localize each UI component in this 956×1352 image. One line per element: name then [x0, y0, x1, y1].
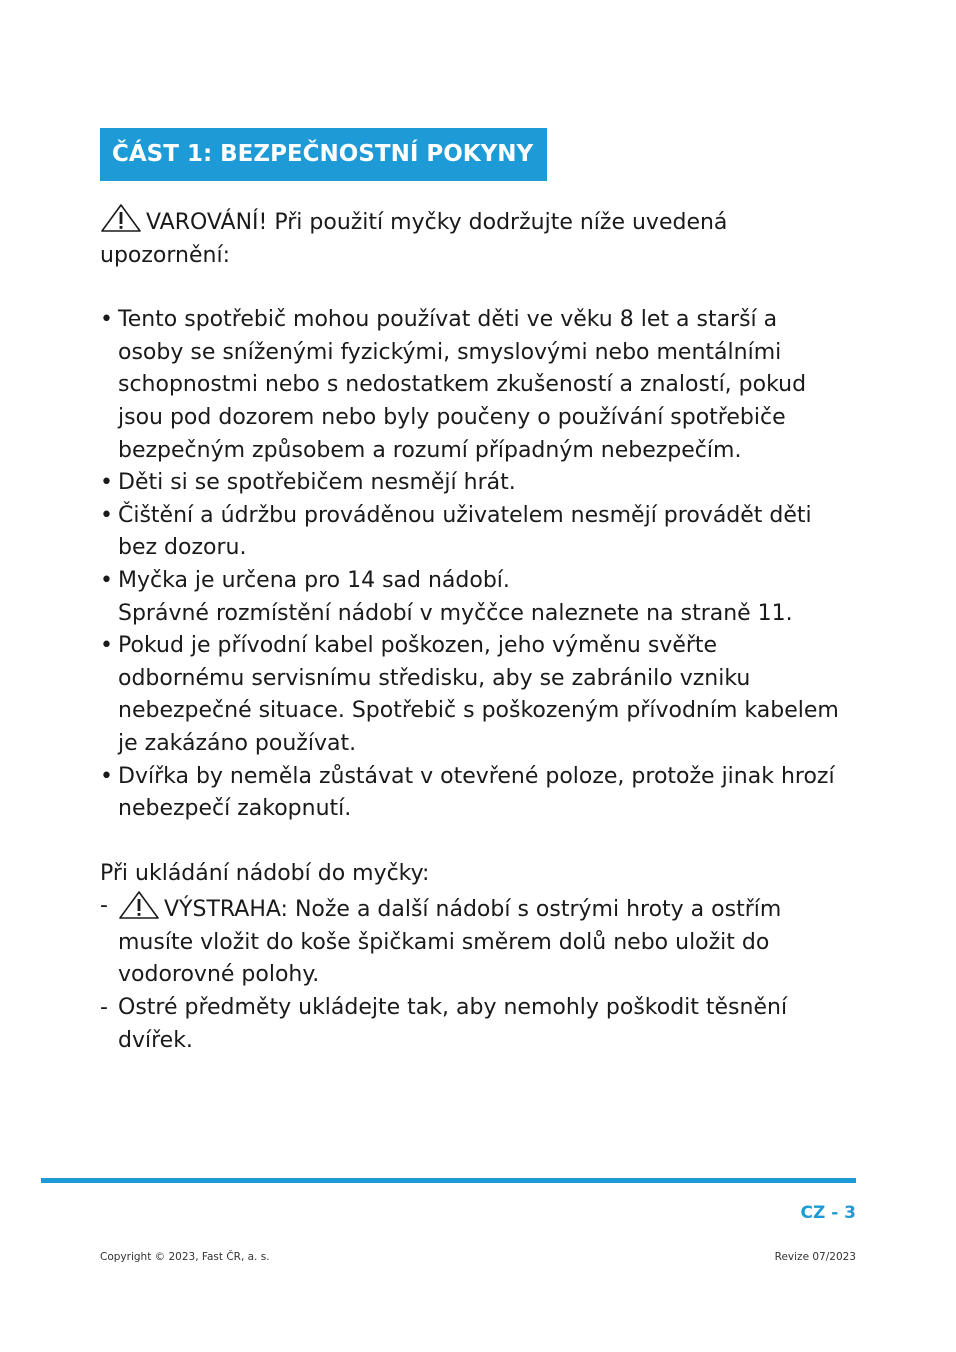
bullet-item — [100, 500, 870, 565]
loading-heading: Při ukládání nádobí do myčky: — [100, 860, 430, 886]
document-body — [100, 203, 870, 1057]
dash-line: vodorovné polohy. — [118, 962, 320, 988]
dash-line: dvířek. — [118, 1027, 193, 1053]
copyright-notice: Copyright © 2023, Fast ČR, a. s. — [100, 1251, 270, 1263]
dash-marker: - — [100, 893, 108, 919]
bullet-marker: • — [100, 502, 113, 528]
loading-dash-list — [100, 890, 870, 1057]
dash-marker: - — [100, 995, 108, 1021]
section-title: ČÁST 1: BEZPEČNOSTNÍ POKYNY — [100, 128, 547, 181]
warning-text-1: VAROVÁNÍ! Při použití myčky dodržujte níže uvedená — [146, 210, 728, 235]
bullet-line: bez dozoru. — [118, 535, 247, 561]
dash-line-text: VÝSTRAHA: Nože a další nádobí s ostrými hroty a ostřím — [164, 897, 782, 923]
bullet-line: Správné rozmístění nádobí v myččce naleznete na straně 11. — [118, 600, 793, 626]
bullet-marker: • — [100, 567, 113, 593]
bullet-marker: • — [100, 763, 113, 789]
bullet-line: nebezpečí zakopnutí. — [118, 796, 352, 822]
bullet-item — [100, 467, 870, 500]
bullet-marker: • — [100, 307, 113, 333]
warning-paragraph — [100, 203, 870, 272]
bullet-item — [100, 761, 870, 826]
bullet-line: jsou pod dozorem nebo byly poučeny o používání spotřebiče — [118, 404, 786, 430]
bullet-item — [100, 565, 870, 630]
bullet-line: osoby se sníženými fyzickými, smyslovými nebo mentálními — [118, 339, 782, 365]
bullet-item — [100, 630, 870, 760]
dash-item — [100, 890, 870, 992]
dash-line: musíte vložit do koše špičkami směrem dolů nebo uložit do — [118, 929, 770, 955]
warning-triangle-icon — [100, 203, 142, 233]
bullet-line: bezpečným způsobem a rozumí případným nebezpečím. — [118, 437, 742, 463]
safety-bullet-list — [100, 304, 870, 826]
bullet-line: Děti si se spotřebičem nesmějí hrát. — [118, 470, 516, 496]
bullet-line: Tento spotřebič mohou používat děti ve věku 8 let a starší a — [118, 307, 778, 333]
bullet-line: nebezpečné situace. Spotřebič s poškozeným přívodním kabelem — [118, 698, 839, 724]
bullet-line: Myčka je určena pro 14 sad nádobí. — [118, 567, 510, 593]
warning-line-1 — [100, 203, 870, 240]
revision-label: Revize 07/2023 — [774, 1251, 856, 1263]
bullet-line: Dvířka by neměla zůstávat v otevřené poloze, protože jinak hrozí — [118, 763, 835, 789]
page-number: CZ - 3 — [800, 1203, 856, 1223]
bullet-item — [100, 304, 870, 467]
bullet-line: Pokud je přívodní kabel poškozen, jeho výměnu svěřte — [118, 633, 718, 659]
footer-divider — [41, 1178, 856, 1183]
bullet-marker: • — [100, 633, 113, 659]
dash-line — [118, 890, 870, 927]
dash-line: Ostré předměty ukládejte tak, aby nemohly poškodit těsnění — [118, 995, 788, 1021]
dash-item — [100, 992, 870, 1057]
warning-text-2: upozornění: — [100, 242, 230, 268]
warning-triangle-icon — [118, 890, 160, 920]
bullet-line: odbornému servisnímu středisku, aby se zabránilo vzniku — [118, 665, 751, 691]
bullet-line: je zakázáno používat. — [118, 730, 357, 756]
bullet-line: schopnostmi nebo s nedostatkem zkušeností a znalostí, pokud — [118, 372, 807, 398]
bullet-line: Čištění a údržbu prováděnou uživatelem nesmějí provádět děti — [118, 502, 812, 528]
bullet-marker: • — [100, 470, 113, 496]
